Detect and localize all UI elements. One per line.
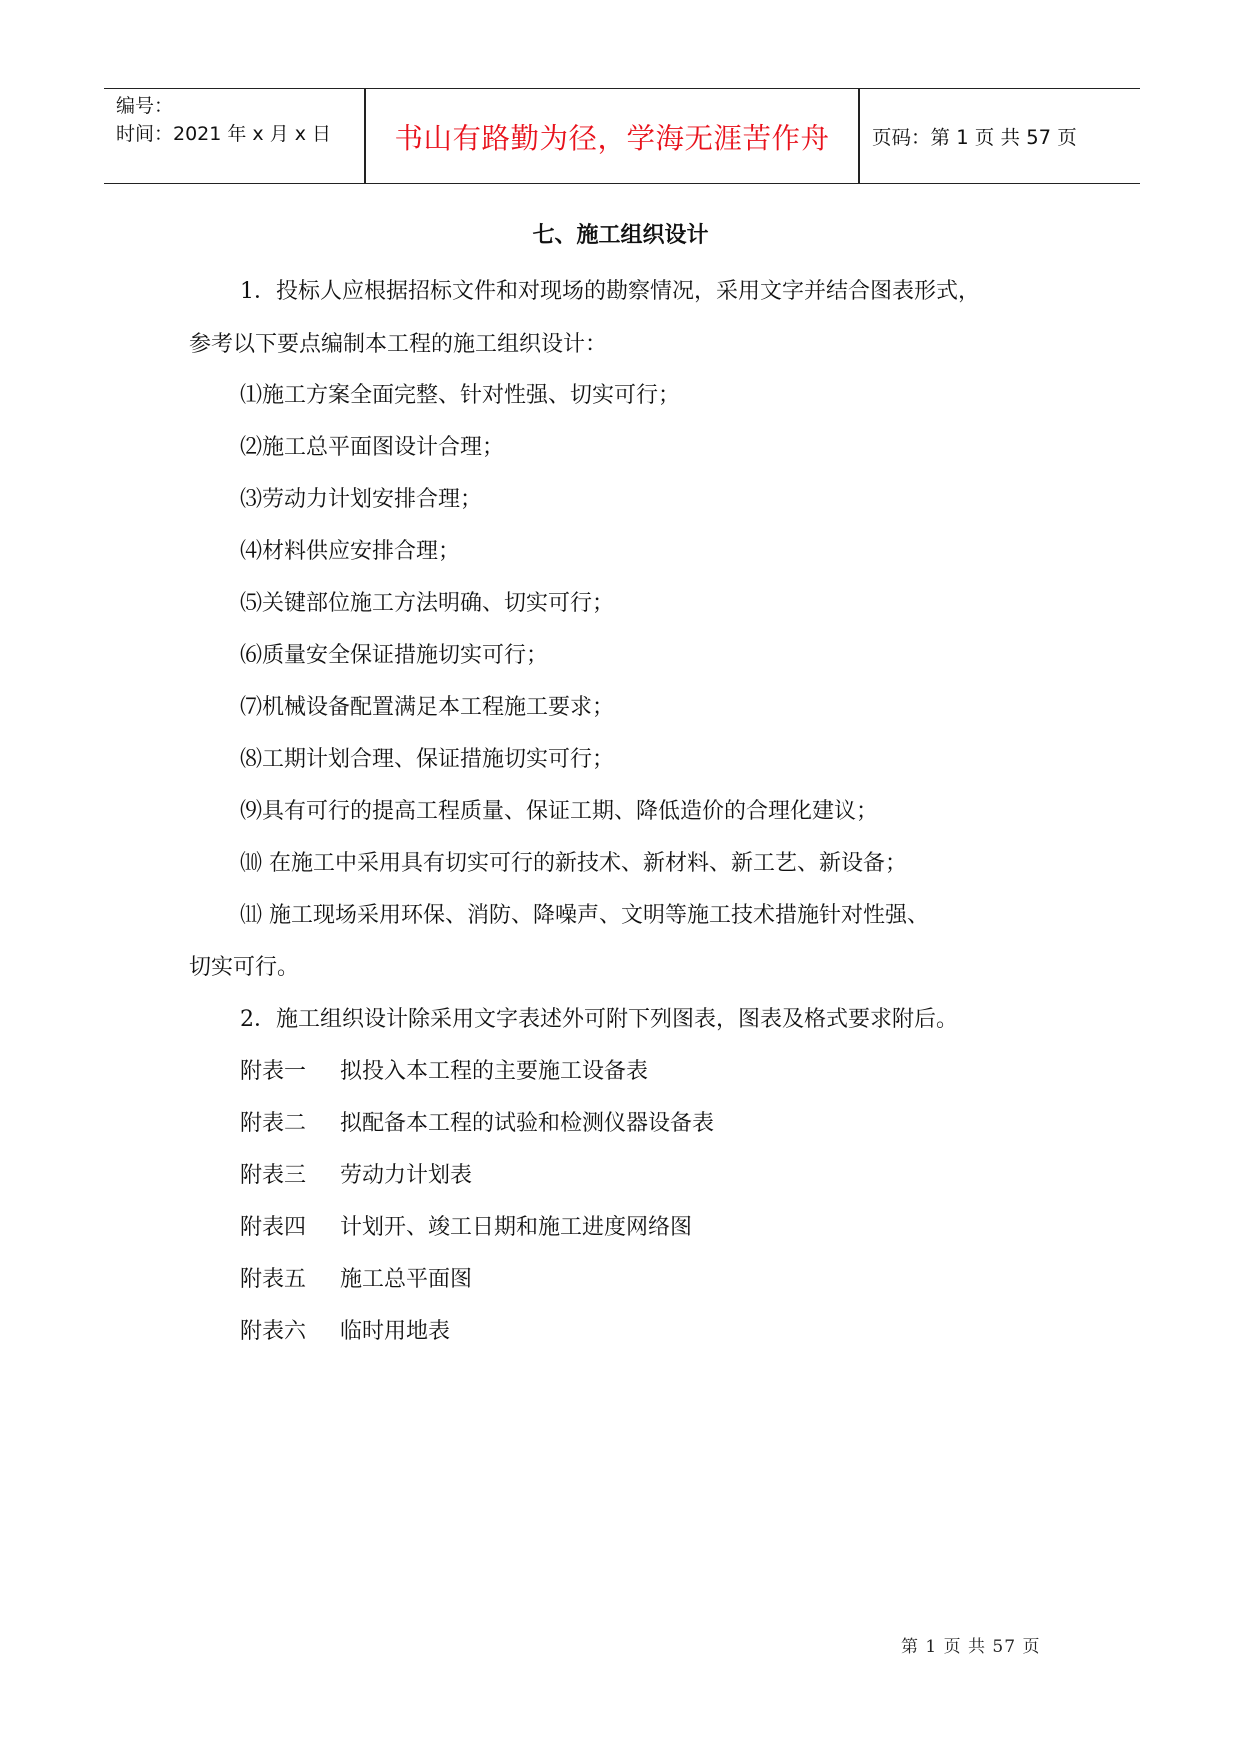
appendix-text: 劳动力计划表	[340, 1163, 473, 1188]
paragraph-1-line-1: 1．投标人应根据招标文件和对现场的勘察情况，采用文字并结合图表形式，	[240, 279, 980, 304]
appendix-text: 计划开、竣工日期和施工进度网络图	[340, 1215, 693, 1240]
header-motto: 书山有路勤为径，学海无涯苦作舟	[394, 121, 830, 155]
appendix-tag: 附表六	[240, 1319, 307, 1344]
paragraph-2: 2．施工组织设计除采用文字表述外可附下列图表，图表及格式要求附后。	[240, 1007, 958, 1032]
appendix-item	[240, 1213, 692, 1243]
appendix-text: 施工总平面图	[340, 1267, 473, 1292]
header-meta	[116, 92, 331, 148]
header-page-number: 页码：第 1 页 共 57 页	[872, 126, 1077, 149]
appendix-text: 拟投入本工程的主要施工设备表	[340, 1059, 649, 1084]
list-item: ⑼具有可行的提高工程质量、保证工期、降低造价的合理化建议；	[240, 799, 879, 824]
list-item: ⑽ 在施工中采用具有切实可行的新技术、新材料、新工艺、新设备；	[240, 851, 907, 876]
list-item: ⑸关键部位施工方法明确、切实可行；	[240, 591, 615, 616]
list-item-11-line-1: ⑾ 施工现场采用环保、消防、降噪声、文明等施工技术措施针对性强、	[240, 903, 929, 928]
list-item: ⑻工期计划合理、保证措施切实可行；	[240, 747, 615, 772]
document-time-label: 时间：2021 年 x 月 x 日	[116, 123, 332, 145]
appendix-tag: 附表一	[240, 1059, 307, 1084]
appendix-text: 拟配备本工程的试验和检测仪器设备表	[340, 1111, 715, 1136]
list-item: ⑴施工方案全面完整、针对性强、切实可行；	[240, 383, 681, 408]
appendix-item	[240, 1057, 648, 1087]
list-item: ⑺机械设备配置满足本工程施工要求；	[240, 695, 615, 720]
paragraph-1-line-2: 参考以下要点编制本工程的施工组织设计：	[189, 332, 608, 357]
page-header	[104, 88, 1140, 184]
section-title: 七、施工组织设计	[532, 223, 709, 248]
appendix-item	[240, 1109, 714, 1139]
appendix-tag: 附表三	[240, 1163, 307, 1188]
page-footer: 第 1 页 共 57 页	[901, 1637, 1041, 1657]
list-item-11-line-2: 切实可行。	[189, 955, 300, 980]
appendix-tag: 附表四	[240, 1215, 307, 1240]
appendix-tag: 附表五	[240, 1267, 307, 1292]
list-item: ⑵施工总平面图设计合理；	[240, 435, 505, 460]
appendix-item	[240, 1317, 450, 1347]
appendix-item	[240, 1265, 472, 1295]
appendix-tag: 附表二	[240, 1111, 307, 1136]
appendix-text: 临时用地表	[340, 1319, 451, 1344]
document-number-label: 编号：	[116, 95, 174, 117]
appendix-item	[240, 1161, 472, 1191]
list-item: ⑶劳动力计划安排合理；	[240, 487, 483, 512]
header-divider	[858, 89, 860, 183]
list-item: ⑷材料供应安排合理；	[240, 539, 461, 564]
list-item: ⑹质量安全保证措施切实可行；	[240, 643, 549, 668]
